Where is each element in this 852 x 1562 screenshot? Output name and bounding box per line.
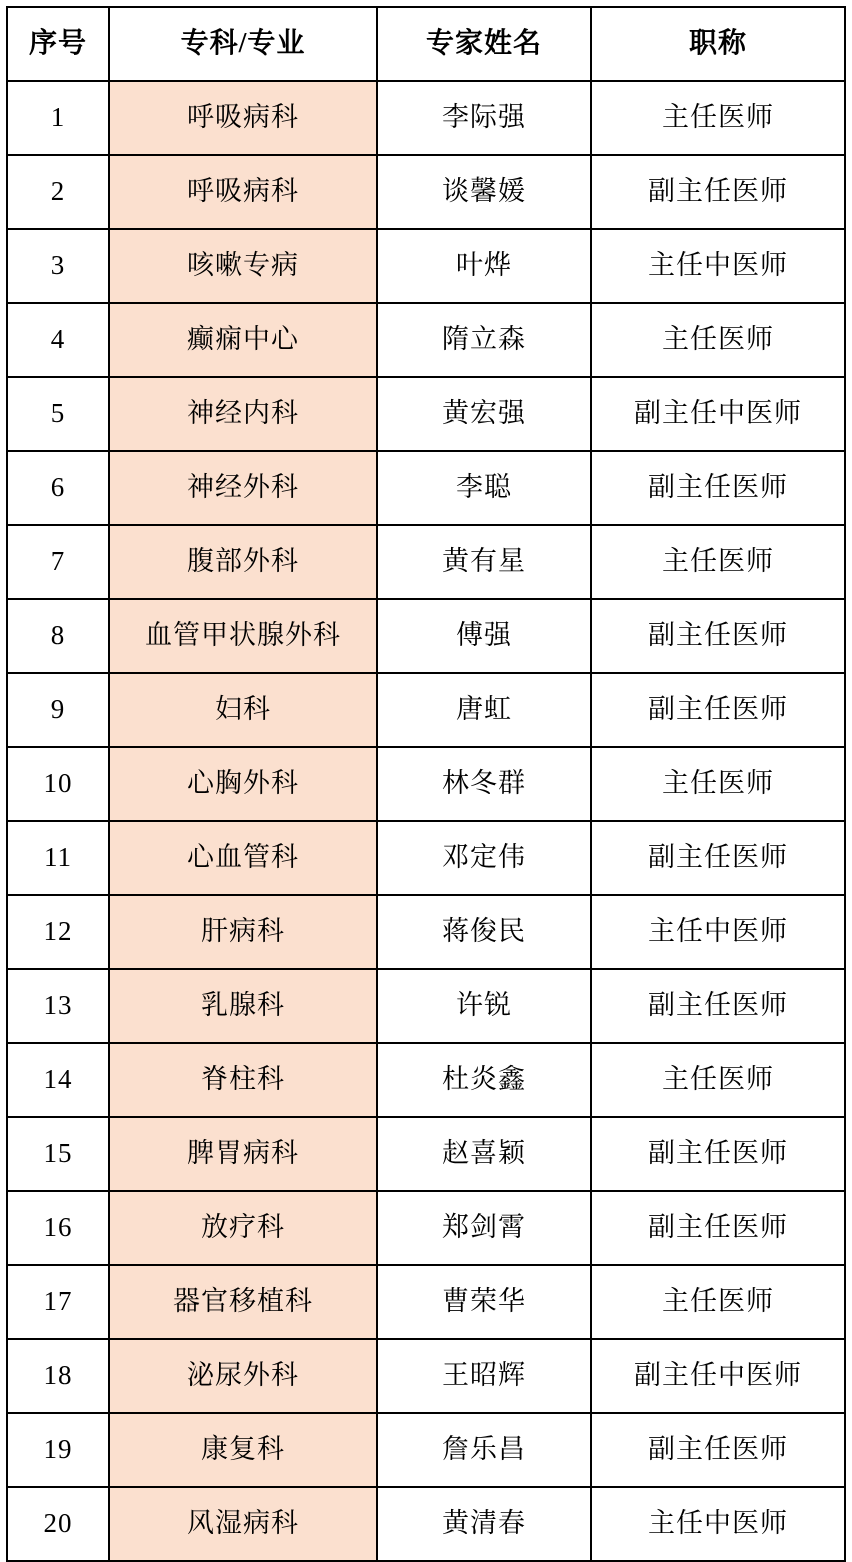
cell-index: 5: [7, 377, 109, 451]
cell-department: 神经外科: [109, 451, 377, 525]
cell-index: 16: [7, 1191, 109, 1265]
table-row: [7, 673, 845, 747]
cell-index: 17: [7, 1265, 109, 1339]
table-row: [7, 303, 845, 377]
column-header-department: 专科/专业: [109, 7, 377, 81]
table-row: [7, 155, 845, 229]
cell-department: 心胸外科: [109, 747, 377, 821]
cell-department: 脾胃病科: [109, 1117, 377, 1191]
cell-index: 6: [7, 451, 109, 525]
cell-title: 副主任中医师: [591, 1339, 845, 1413]
cell-expert-name: 黄清春: [377, 1487, 591, 1561]
cell-expert-name: 詹乐昌: [377, 1413, 591, 1487]
cell-expert-name: 黄有星: [377, 525, 591, 599]
cell-index: 19: [7, 1413, 109, 1487]
cell-department: 肝病科: [109, 895, 377, 969]
cell-index: 15: [7, 1117, 109, 1191]
cell-title: 主任医师: [591, 1265, 845, 1339]
table-row: [7, 451, 845, 525]
table-header: [7, 7, 845, 81]
cell-index: 12: [7, 895, 109, 969]
cell-title: 主任医师: [591, 81, 845, 155]
cell-department: 康复科: [109, 1413, 377, 1487]
cell-index: 13: [7, 969, 109, 1043]
cell-index: 3: [7, 229, 109, 303]
cell-expert-name: 唐虹: [377, 673, 591, 747]
cell-index: 2: [7, 155, 109, 229]
cell-expert-name: 王昭辉: [377, 1339, 591, 1413]
cell-index: 20: [7, 1487, 109, 1561]
cell-title: 副主任医师: [591, 451, 845, 525]
cell-title: 副主任医师: [591, 1191, 845, 1265]
table-row: [7, 1339, 845, 1413]
cell-title: 主任医师: [591, 525, 845, 599]
cell-expert-name: 林冬群: [377, 747, 591, 821]
cell-department: 咳嗽专病: [109, 229, 377, 303]
table-row: [7, 1191, 845, 1265]
table-body: [7, 81, 845, 1561]
cell-expert-name: 蒋俊民: [377, 895, 591, 969]
expert-roster-table: [6, 6, 846, 1562]
cell-index: 8: [7, 599, 109, 673]
cell-department: 呼吸病科: [109, 81, 377, 155]
cell-title: 副主任医师: [591, 1413, 845, 1487]
cell-title: 副主任中医师: [591, 377, 845, 451]
table-row: [7, 525, 845, 599]
cell-department: 脊柱科: [109, 1043, 377, 1117]
cell-department: 风湿病科: [109, 1487, 377, 1561]
column-header-index: 序号: [7, 7, 109, 81]
cell-title: 副主任医师: [591, 1117, 845, 1191]
cell-expert-name: 许锐: [377, 969, 591, 1043]
cell-index: 1: [7, 81, 109, 155]
cell-title: 副主任医师: [591, 155, 845, 229]
table-row: [7, 895, 845, 969]
expert-table-container: [0, 6, 852, 1562]
table-row: [7, 599, 845, 673]
cell-title: 副主任医师: [591, 673, 845, 747]
cell-department: 器官移植科: [109, 1265, 377, 1339]
table-row: [7, 1413, 845, 1487]
cell-title: 主任医师: [591, 1043, 845, 1117]
cell-index: 14: [7, 1043, 109, 1117]
cell-expert-name: 邓定伟: [377, 821, 591, 895]
table-row: [7, 969, 845, 1043]
cell-index: 11: [7, 821, 109, 895]
cell-index: 10: [7, 747, 109, 821]
table-row: [7, 81, 845, 155]
table-row: [7, 1487, 845, 1561]
cell-department: 神经内科: [109, 377, 377, 451]
column-header-expert-name: 专家姓名: [377, 7, 591, 81]
table-row: [7, 1043, 845, 1117]
cell-department: 心血管科: [109, 821, 377, 895]
cell-title: 副主任医师: [591, 969, 845, 1043]
cell-title: 主任中医师: [591, 895, 845, 969]
table-row: [7, 1117, 845, 1191]
cell-expert-name: 李聪: [377, 451, 591, 525]
cell-expert-name: 赵喜颖: [377, 1117, 591, 1191]
cell-department: 乳腺科: [109, 969, 377, 1043]
cell-expert-name: 隋立森: [377, 303, 591, 377]
cell-index: 4: [7, 303, 109, 377]
cell-department: 妇科: [109, 673, 377, 747]
cell-title: 主任医师: [591, 303, 845, 377]
cell-title: 主任中医师: [591, 1487, 845, 1561]
cell-expert-name: 郑剑霄: [377, 1191, 591, 1265]
cell-index: 9: [7, 673, 109, 747]
cell-title: 副主任医师: [591, 821, 845, 895]
cell-title: 主任医师: [591, 747, 845, 821]
cell-expert-name: 谈馨媛: [377, 155, 591, 229]
cell-expert-name: 曹荣华: [377, 1265, 591, 1339]
table-row: [7, 747, 845, 821]
cell-department: 腹部外科: [109, 525, 377, 599]
cell-department: 呼吸病科: [109, 155, 377, 229]
cell-department: 血管甲状腺外科: [109, 599, 377, 673]
cell-title: 副主任医师: [591, 599, 845, 673]
table-row: [7, 1265, 845, 1339]
header-row: [7, 7, 845, 81]
cell-department: 泌尿外科: [109, 1339, 377, 1413]
cell-index: 7: [7, 525, 109, 599]
cell-expert-name: 叶烨: [377, 229, 591, 303]
cell-department: 癫痫中心: [109, 303, 377, 377]
column-header-title: 职称: [591, 7, 845, 81]
cell-expert-name: 傅强: [377, 599, 591, 673]
table-row: [7, 821, 845, 895]
cell-title: 主任中医师: [591, 229, 845, 303]
table-row: [7, 377, 845, 451]
cell-department: 放疗科: [109, 1191, 377, 1265]
cell-expert-name: 杜炎鑫: [377, 1043, 591, 1117]
cell-expert-name: 黄宏强: [377, 377, 591, 451]
cell-expert-name: 李际强: [377, 81, 591, 155]
table-row: [7, 229, 845, 303]
cell-index: 18: [7, 1339, 109, 1413]
